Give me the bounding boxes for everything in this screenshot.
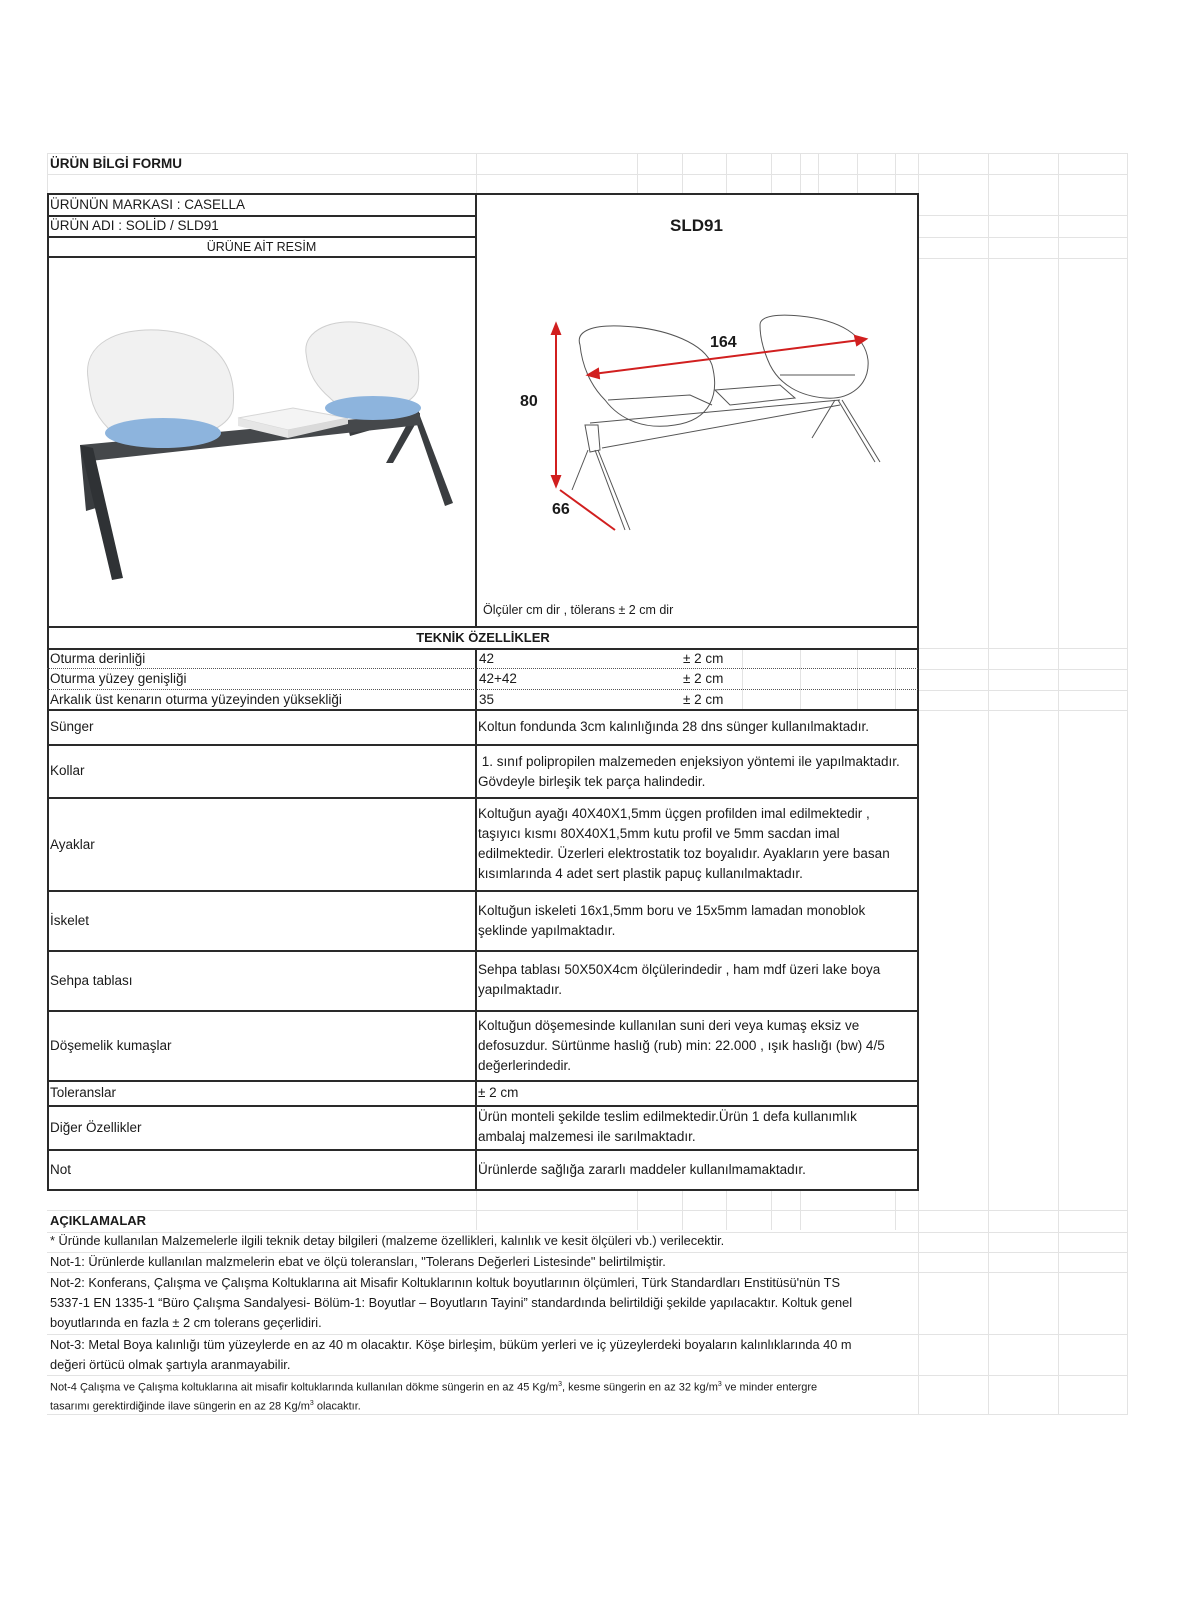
image-section-label: ÜRÜNE AİT RESİM (206, 240, 317, 254)
seat-cushion-left (105, 418, 221, 448)
note-2-line-2: 5337-1 EN 1335-1 “Büro Çalışma Sandalyesi- Bölüm-1: Boyutlar – Boyutların Tayini” standardında belirtildiği şekilde yapılacaktır. Koltuk genel (50, 1295, 853, 1310)
dimension-height-label: 80 (520, 393, 538, 410)
spec-value: Sehpa tablası 50X50X4cm ölçülerindedir , ham mdf üzeri lake boya yapılmaktadır. (478, 962, 881, 997)
specs-heading: TEKNİK ÖZELLİKLER (416, 630, 550, 645)
note-4-text: olacaktır. (313, 1400, 361, 1413)
arrow-up-icon (552, 324, 560, 334)
superscript: 3 (309, 1400, 314, 1407)
spec-tolerance: ± 2 cm (683, 651, 724, 666)
spec-label: Ayaklar (50, 837, 95, 852)
note-2-line-1: Not-2: Konferans, Çalışma ve Çalışma Koltuklarına ait Misafir Koltuklarının koltuk boyutlarının ölçümleri, Türk Standardları Enstitüsü'nün TS (50, 1275, 841, 1290)
spec-value: Ürün monteli şekilde teslim edilmektedir.Ürün 1 defa kullanımlık ambalaj malzemesi ile sarılmaktadır. (478, 1109, 857, 1144)
spec-label: Döşemelik kumaşlar (50, 1038, 172, 1053)
spec-value: ± 2 cm (478, 1085, 519, 1100)
note-4-text: Not-4 Çalışma ve Çalışma koltuklarına ait misafir koltuklarında kullanılan dökme süngerin en az 45 Kg/m (50, 1381, 559, 1394)
spec-label: Not (50, 1162, 72, 1177)
note-1: Not-1: Ürünlerde kullanılan malzmelerin ebat ve ölçü toleransları, "Tolerans Değerleri Listesinde" belirtilmiştir. (50, 1254, 666, 1269)
note-4-text: ve minder entergre (721, 1381, 818, 1394)
note-4-line-2 (50, 1395, 361, 1416)
dimension-width-label: 164 (710, 334, 737, 351)
seat-cushion-right (325, 396, 421, 420)
superscript: 3 (558, 1381, 562, 1388)
product-name-label: ÜRÜN ADI : SOLİD / SLD91 (50, 218, 219, 233)
spec-label: Toleranslar (50, 1085, 117, 1100)
spec-value: Koltuğun döşemesinde kullanılan suni deri veya kumaş eksiz ve defosuzdur. Sürtünme haslığ (rub) min: 22.000 , ışık haslığı (bw) 4/5 değerlerindedir. (478, 1018, 885, 1073)
arrow-left-icon (588, 369, 599, 378)
spec-label: Kollar (50, 763, 85, 778)
note-star: * Üründe kullanılan Malzemelerle ilgili teknik detay bilgileri (malzeme özellikleri, kalınlık ve kesit ölçüleri vb.) verilecektir. (50, 1233, 725, 1248)
spec-tolerance: ± 2 cm (683, 671, 724, 686)
spec-label: Oturma derinliği (50, 651, 146, 666)
spec-value: 42+42 (479, 671, 517, 686)
spec-label: İskelet (50, 913, 90, 928)
product-photo (48, 258, 475, 626)
spec-tolerance: ± 2 cm (683, 692, 724, 707)
leg-left-front (80, 445, 123, 580)
note-4-line-1 (50, 1376, 817, 1397)
arrow-right-icon (855, 336, 866, 345)
arrow-down-icon (552, 476, 560, 486)
unit-note: Ölçüler cm dir , tölerans ± 2 cm dir (483, 603, 674, 617)
spec-value: Ürünlerde sağlığa zararlı maddeler kullanılmamaktadır. (478, 1162, 806, 1177)
dimension-depth-label: 66 (552, 501, 570, 518)
model-code: SLD91 (670, 216, 723, 235)
drawing-leg-left (572, 450, 630, 530)
spec-label: Arkalık üst kenarın oturma yüzeyinden yüksekliği (50, 692, 342, 707)
drawing-leg-right (812, 400, 880, 462)
note-2-line-3: boyutlarında en fazla ± 2 cm tolerans geçerlidiri. (50, 1315, 322, 1330)
drawing-seat-left (608, 395, 712, 405)
note-3-line-1: Not-3: Metal Boya kalınlığı tüm yüzeylerde en az 40 m olacaktır. Köşe birleşim, büküm yerleri ve iç yüzeylerdeki boyaların kalınlıklarında 40 m (50, 1337, 852, 1352)
spec-value: 42 (479, 651, 495, 666)
spec-label: Diğer Özellikler (50, 1120, 142, 1135)
technical-drawing (480, 290, 910, 540)
spec-value: 1. sınıf polipropilen malzemeden enjeksiyon yöntemi ile yapılmaktadır. Gövdeyle birleşik tek parça halindedir. (478, 754, 904, 789)
note-3-line-2: değeri örtücü olmak şartıyla aranmayabilir. (50, 1357, 291, 1372)
spec-label: Sünger (50, 719, 94, 734)
spec-value: Koltuğun ayağı 40X40X1,5mm üçgen profilden imal edilmektedir , taşıyıcı kısmı 80X40X1,5mm kutu profil ve 5mm sacdan imal edilmektedir. Üzerleri elektrostatik toz boyalıdır. Ayakların yere basan kısımlarında 4 adet sert plastik papuç kullanılmaktadır. (478, 806, 890, 881)
note-4-text: , kesme süngerin en az 32 kg/m (561, 1381, 718, 1394)
spec-label: Sehpa tablası (50, 973, 133, 988)
spec-label: Oturma yüzey genişliği (50, 671, 187, 686)
spec-value: Koltun fondunda 3cm kalınlığında 28 dns sünger kullanılmaktadır. (478, 719, 869, 734)
spec-value: 35 (479, 692, 495, 707)
drawing-table (715, 385, 795, 405)
leg-right-front (413, 413, 453, 506)
form-title: ÜRÜN BİLGİ FORMU (50, 156, 182, 171)
superscript: 3 (717, 1381, 722, 1388)
spec-value: Koltuğun iskeleti 16x1,5mm boru ve 15x5mm lamadan monoblok şeklinde yapılmaktadır. (478, 903, 866, 938)
note-4-text: tasarımı gerektirdiğinde ilave süngerin en az 28 Kg/m (50, 1400, 310, 1413)
notes-heading: AÇIKLAMALAR (50, 1213, 147, 1228)
drawing-beam (590, 400, 840, 448)
brand-label: ÜRÜNÜN MARKASI : CASELLA (50, 197, 246, 212)
